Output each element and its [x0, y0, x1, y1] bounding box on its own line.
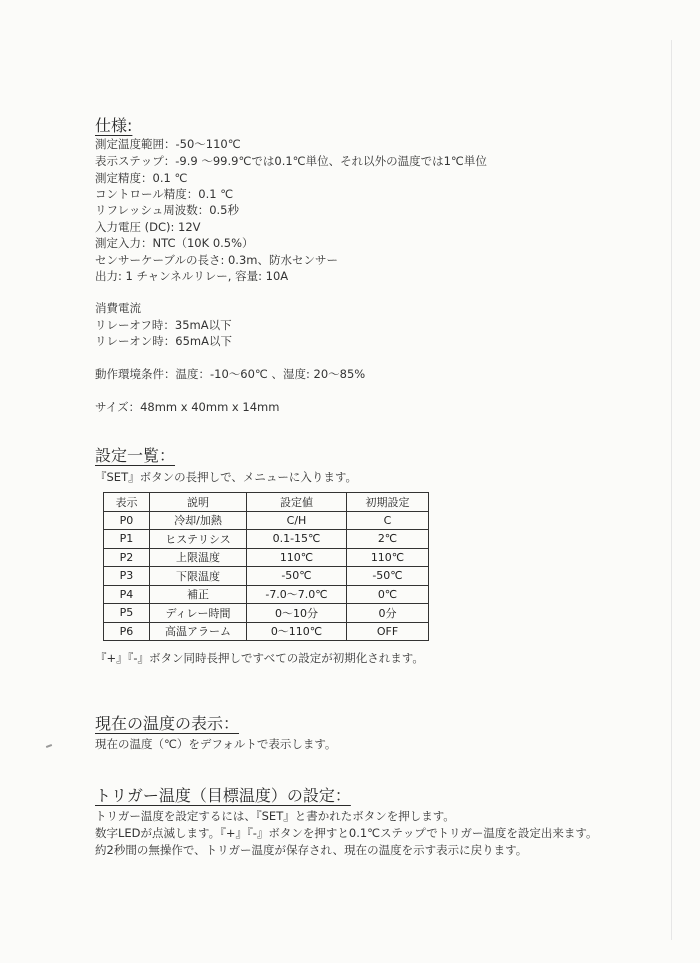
size-line: サイズ：48mm x 40mm x 14mm	[95, 400, 280, 414]
table-cell: 高温アラーム	[150, 622, 247, 641]
table-row	[104, 567, 429, 586]
table-header-row	[104, 493, 429, 512]
table-cell: P3	[104, 567, 150, 586]
scan-mark	[46, 744, 52, 748]
spec-line: 入力電圧 (DC): 12V	[95, 220, 201, 234]
table-row	[104, 511, 429, 530]
table-cell: 0分	[347, 604, 429, 623]
spec-line: 表示ステップ：-9.9 〜99.9℃では0.1℃単位、それ以外の温度では1℃単位	[95, 154, 487, 168]
table-cell: -50℃	[347, 567, 429, 586]
spec-heading: 仕様:	[95, 116, 133, 135]
table-cell: 110℃	[247, 548, 347, 567]
table-cell: 0.1-15℃	[247, 530, 347, 549]
settings-intro: 『SET』ボタンの長押しで、メニューに入ります。	[95, 470, 357, 484]
trigger-heading: トリガー温度（目標温度）の設定：	[95, 786, 351, 805]
environment-line: 動作環境条件：温度：-10〜60℃ 、湿度: 20〜85%	[95, 367, 366, 381]
trigger-line: 数字LEDが点滅します。『+』『-』ボタンを押すと0.1℃ステップでトリガー温度を設定出来ます。	[95, 826, 598, 840]
trigger-line: トリガー温度を設定するには、『SET』と書かれたボタンを押します。	[95, 809, 455, 823]
table-cell: ディレー時間	[150, 604, 247, 623]
table-cell: ヒステリシス	[150, 530, 247, 549]
table-cell: P2	[104, 548, 150, 567]
table-cell: 0℃	[347, 585, 429, 604]
spec-line: 出力: 1 チャンネルリレー, 容量: 10A	[95, 269, 289, 283]
column-header: 設定値	[247, 493, 347, 512]
table-cell: C	[347, 511, 429, 530]
settings-heading: 設定一覧：	[95, 446, 176, 465]
table-cell: P4	[104, 585, 150, 604]
power-heading: 消費電流	[95, 301, 141, 315]
table-row	[104, 585, 429, 604]
settings-table	[103, 492, 429, 641]
table-row	[104, 604, 429, 623]
power-line: リレーオフ時：35mA以下	[95, 318, 232, 332]
spec-line: 測定温度範囲：-50〜110℃	[95, 137, 241, 151]
column-header: 説明	[150, 493, 247, 512]
table-cell: 2℃	[347, 530, 429, 549]
spec-line: リフレッシュ周波数：0.5秒	[95, 203, 239, 217]
table-cell: 0〜110℃	[247, 622, 347, 641]
spec-line: センサーケーブルの長さ: 0.3m、防水センサー	[95, 253, 338, 267]
current-temp-text: 現在の温度（℃）をデフォルトで表示します。	[95, 737, 337, 751]
table-cell: 0〜10分	[247, 604, 347, 623]
table-cell: C/H	[247, 511, 347, 530]
table-cell: 補正	[150, 585, 247, 604]
table-cell: 冷却/加熱	[150, 511, 247, 530]
table-cell: 110℃	[347, 548, 429, 567]
column-header: 初期設定	[347, 493, 429, 512]
table-row	[104, 622, 429, 641]
table-cell: P5	[104, 604, 150, 623]
table-cell: OFF	[347, 622, 429, 641]
table-cell: -50℃	[247, 567, 347, 586]
table-cell: P0	[104, 511, 150, 530]
table-cell: 上限温度	[150, 548, 247, 567]
power-line: リレーオン時：65mA以下	[95, 334, 232, 348]
spec-line: 測定入力：NTC（10K 0.5%）	[95, 236, 254, 250]
table-cell: -7.0〜7.0℃	[247, 585, 347, 604]
spec-line: コントロール精度：0.1 ℃	[95, 187, 234, 201]
table-cell: P6	[104, 622, 150, 641]
column-header: 表示	[104, 493, 150, 512]
table-cell: P1	[104, 530, 150, 549]
reset-note: 『+』『-』ボタン同時長押しですべての設定が初期化されます。	[95, 651, 424, 665]
table-row	[104, 548, 429, 567]
page-edge-shadow	[671, 40, 672, 940]
trigger-line: 約2秒間の無操作で、トリガー温度が保存され、現在の温度を示す表示に戻ります。	[95, 843, 528, 857]
table-cell: 下限温度	[150, 567, 247, 586]
spec-line: 測定精度：0.1 ℃	[95, 171, 188, 185]
current-temp-heading: 現在の温度の表示：	[95, 714, 240, 733]
table-row	[104, 530, 429, 549]
